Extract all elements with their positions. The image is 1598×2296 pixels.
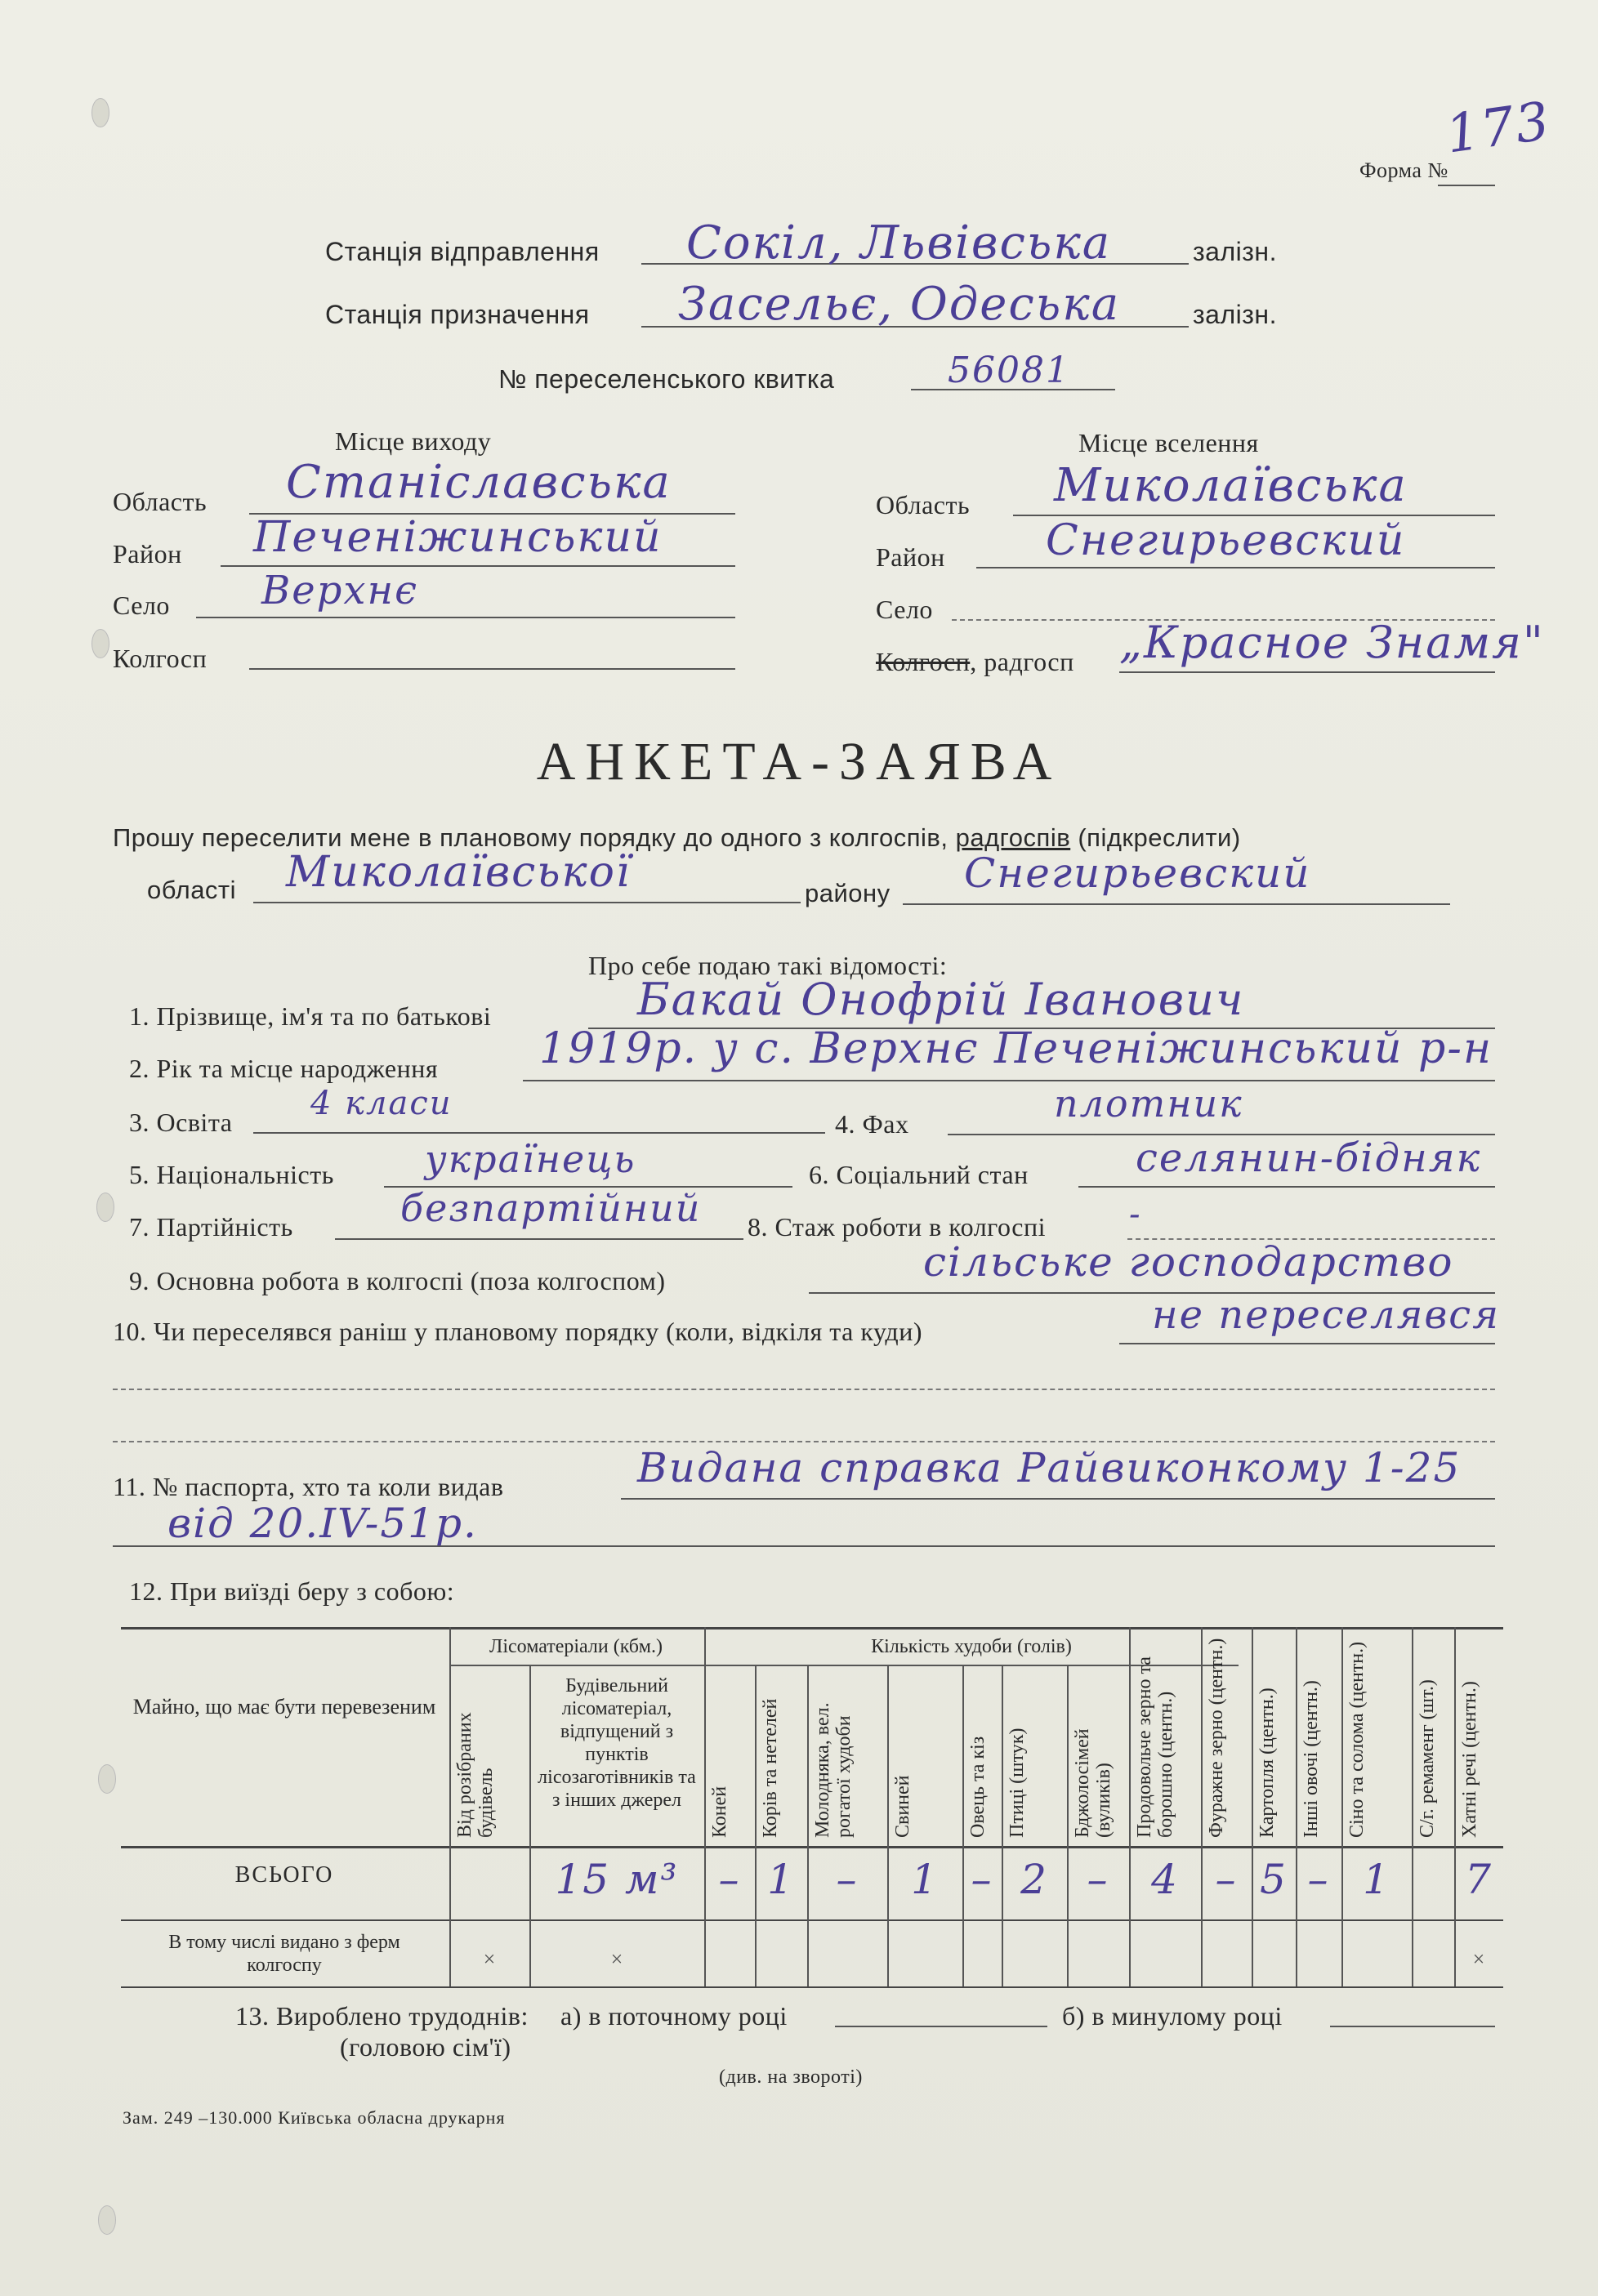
info-heading: Про себе подаю такі відомості: — [588, 951, 948, 980]
q8-label: 8. Стаж роботи в колгоспі — [748, 1212, 1046, 1242]
see-reverse-note: (див. на звороті) — [719, 2066, 863, 2088]
table-column-line — [1129, 1627, 1131, 1986]
table-column-line — [1341, 1627, 1343, 1986]
q11-value-line2[interactable]: від 20.IV-51р. — [167, 1500, 478, 1547]
q9-value[interactable]: сільське господарство — [923, 1238, 1454, 1286]
table-column-line — [1067, 1665, 1069, 1986]
settlement-raion-label: Район — [876, 542, 945, 572]
settlement-kolhosp-label — [876, 647, 1074, 677]
settlement-kolhosp-rest: , радгосп — [970, 647, 1074, 676]
settlement-raion-value[interactable]: Снегирьевский — [1046, 516, 1406, 565]
q10-value[interactable]: не переселявся — [1152, 1292, 1500, 1338]
binding-hole — [92, 629, 109, 658]
ticket-value[interactable]: 56081 — [948, 350, 1070, 391]
settlement-oblast-value[interactable]: Миколаївська — [1054, 459, 1408, 512]
q7-line — [335, 1238, 743, 1240]
column-header: Інші овочі (центн.) — [1301, 1680, 1322, 1838]
ticket-label: № переселенського квитка — [498, 364, 835, 394]
column-header: Бджолосімей (вуликів) — [1072, 1728, 1114, 1838]
workdays-current-label: а) в поточному році — [560, 2001, 788, 2031]
q11-value-line1[interactable]: Видана справка Райвиконкому 1-25 — [637, 1444, 1462, 1491]
settlement-kolhosp-struck: Колгосп — [876, 647, 971, 676]
table-column-line — [1252, 1627, 1253, 1986]
origin-raion-label: Район — [113, 539, 182, 568]
workdays-previous-label: б) в минулому році — [1062, 2001, 1283, 2031]
total-cell[interactable]: 2 — [1020, 1856, 1048, 1903]
departure-station-label: Станція відправлення — [325, 237, 600, 266]
table-bottom-border — [121, 1986, 1503, 1988]
form-number-underline — [1438, 185, 1495, 186]
farm-cell[interactable]: × — [610, 1947, 623, 1971]
request-oblast-line — [253, 902, 801, 903]
origin-raion-line — [221, 565, 735, 567]
settlement-selo-label: Село — [876, 595, 933, 624]
origin-selo-label: Село — [113, 591, 170, 620]
belongings-table — [121, 1627, 1503, 1986]
origin-selo-line — [196, 617, 735, 618]
origin-oblast-value[interactable]: Станіславська — [286, 456, 672, 509]
q9-label: 9. Основна робота в колгоспі (поза колгоспом) — [129, 1266, 666, 1295]
binding-hole — [92, 98, 109, 127]
request-oblast-label: області — [147, 876, 237, 904]
q12-label: 12. При виїзді беру з собою: — [129, 1576, 455, 1606]
q11-line — [621, 1498, 1495, 1500]
livestock-group-header: Кількість худоби (голів) — [871, 1636, 1072, 1657]
q1-value[interactable]: Бакай Онофрій Іванович — [637, 974, 1245, 1025]
table-column-line — [1454, 1627, 1456, 1986]
timber-group-header: Лісоматеріали (кбм.) — [489, 1636, 663, 1657]
q3-line — [253, 1132, 825, 1134]
farm-cell[interactable]: × — [1472, 1947, 1485, 1971]
binding-hole — [98, 2205, 116, 2235]
row-total-label: ВСЬОГО — [234, 1862, 334, 1888]
column-header: Сіно та солома (центн.) — [1346, 1641, 1368, 1838]
table-column-line — [755, 1665, 757, 1986]
rail-suffix-2: залізн. — [1193, 300, 1277, 329]
workdays-current-line — [835, 2026, 1047, 2027]
form-number-value: 173 — [1442, 91, 1555, 166]
origin-selo-value[interactable]: Верхнє — [261, 568, 418, 613]
column-header: Птиці (штук) — [1007, 1728, 1028, 1838]
q6-label: 6. Соціальний стан — [809, 1160, 1029, 1189]
table-column-line — [449, 1627, 451, 1986]
total-cell[interactable]: – — [718, 1856, 741, 1903]
settlement-heading: Місце вселення — [1078, 428, 1259, 457]
q6-value[interactable]: селянин-бідняк — [1136, 1135, 1482, 1181]
form-number-label: Форма № — [1359, 158, 1448, 182]
column-header: Продовольче зерно та борошно (центн.) — [1134, 1656, 1176, 1838]
origin-kolhosp-label: Колгосп — [113, 644, 208, 673]
total-cell[interactable]: 15 м³ — [555, 1856, 679, 1903]
printer-imprint: Зам. 249 –130.000 Київська обласна друкарня — [123, 2107, 506, 2128]
request-underlined-word: радгоспів — [955, 823, 1071, 852]
binding-hole — [98, 1764, 116, 1794]
q5-label: 5. Національність — [129, 1160, 334, 1189]
q10-extra-line-2 — [113, 1441, 1495, 1442]
q7-label: 7. Партійність — [129, 1212, 293, 1242]
table-column-line — [1201, 1627, 1203, 1986]
settlement-kolhosp-value[interactable]: „Красное Знамя" — [1119, 617, 1545, 668]
table-group-underline — [449, 1665, 1239, 1666]
table-column-line — [1002, 1665, 1003, 1986]
farm-cell[interactable]: × — [483, 1947, 496, 1971]
column-header: Свиней — [892, 1775, 913, 1838]
q11-label: 11. № паспорта, хто та коли видав — [113, 1472, 504, 1501]
request-text-part2: (підкреслити) — [1078, 823, 1241, 852]
q4-value[interactable]: плотник — [1054, 1081, 1243, 1126]
rail-suffix-1: залізн. — [1193, 237, 1277, 266]
column-header: Від розібраних будівель — [454, 1712, 497, 1838]
request-raion-line — [903, 903, 1450, 905]
column-header: Будівельний лісоматеріал, відпущений з пунктів лісозаготівників та з інших джерел — [538, 1675, 696, 1811]
q10-extra-line-1 — [113, 1389, 1495, 1390]
origin-raion-value[interactable]: Печеніжинський — [253, 513, 663, 562]
table-column-line — [529, 1665, 531, 1986]
settlement-kolhosp-line — [1119, 671, 1495, 673]
column-header: Картопля (центн.) — [1257, 1687, 1278, 1838]
destination-station-label: Станція призначення — [325, 300, 590, 329]
total-cell[interactable]: – — [971, 1856, 993, 1903]
q1-label: 1. Прізвище, ім'я та по батькові — [129, 1001, 492, 1031]
binding-hole — [96, 1193, 114, 1222]
q10-line — [1119, 1343, 1495, 1344]
column-header: Хатні речі (центн.) — [1459, 1681, 1480, 1838]
workdays-previous-line — [1330, 2026, 1495, 2027]
total-cell[interactable]: – — [1087, 1856, 1109, 1903]
form-title: АНКЕТА-ЗАЯВА — [536, 732, 1062, 791]
q7-value[interactable]: безпартійний — [400, 1186, 702, 1230]
column-header: Коней — [709, 1786, 730, 1838]
column-header: Фуражне зерно (центн.) — [1206, 1638, 1227, 1838]
total-cell[interactable]: 4 — [1151, 1856, 1179, 1903]
table-column-line — [704, 1627, 706, 1986]
workdays-sublabel: (головою сім'ї) — [340, 2032, 511, 2062]
q2-value[interactable]: 1919р. у с. Верхнє Печеніжинський р-н — [539, 1024, 1493, 1073]
col-property-header: Майно, що має бути перевезеним — [132, 1695, 436, 1719]
table-column-line — [807, 1665, 809, 1986]
q2-line — [523, 1080, 1495, 1081]
column-header: С/г. ремаменг (шт.) — [1417, 1679, 1438, 1838]
column-header: Молодняка, вел. рогатої худоби — [812, 1702, 855, 1838]
origin-heading: Місце виходу — [335, 426, 492, 456]
settlement-oblast-label: Область — [876, 490, 971, 519]
request-oblast-value[interactable]: Миколаївської — [286, 848, 632, 897]
q10-label: 10. Чи переселявся раніш у плановому порядку (коли, відкіля та куди) — [113, 1317, 922, 1346]
q2-label: 2. Рік та місце народження — [129, 1054, 439, 1083]
total-cell[interactable]: 5 — [1260, 1856, 1288, 1903]
settlement-raion-line — [976, 567, 1495, 568]
origin-oblast-label: Область — [113, 487, 208, 516]
departure-station-value[interactable]: Сокіл, Львівська — [686, 216, 1112, 270]
destination-station-value[interactable]: Засельє, Одеська — [678, 278, 1121, 331]
q4-label: 4. Фах — [835, 1109, 909, 1139]
request-raion-value[interactable]: Снегирьевский — [964, 849, 1311, 897]
total-cell[interactable]: – — [1215, 1856, 1238, 1903]
request-text-part1: Прошу переселити мене в плановому порядку до одного з колгоспів, — [113, 823, 949, 852]
total-cell[interactable]: – — [836, 1856, 859, 1903]
q3-value[interactable]: 4 класи — [310, 1085, 453, 1122]
table-column-line — [1296, 1627, 1297, 1986]
request-raion-label: району — [805, 879, 891, 907]
q6-line — [1078, 1186, 1495, 1188]
workdays-label: 13. Вироблено трудоднів: — [235, 2001, 529, 2031]
table-column-line — [962, 1665, 964, 1986]
origin-kolhosp-line — [249, 668, 735, 670]
column-header: Корів та нетелей — [760, 1698, 781, 1838]
row-farm-label: В тому числі видано з ферм колгоспу — [168, 1932, 400, 1976]
request-text — [113, 823, 1241, 853]
table-column-line — [1412, 1627, 1413, 1986]
table-column-line — [887, 1665, 889, 1986]
total-cell[interactable]: 1 — [1363, 1856, 1390, 1903]
q5-value[interactable]: українець — [425, 1137, 636, 1181]
total-cell[interactable]: 1 — [911, 1856, 939, 1903]
total-cell[interactable]: – — [1307, 1856, 1330, 1903]
total-cell[interactable]: 1 — [767, 1856, 795, 1903]
q8-value[interactable]: - — [1129, 1196, 1142, 1233]
q3-label: 3. Освіта — [129, 1108, 233, 1137]
column-header: Овець та кіз — [967, 1736, 989, 1838]
total-cell[interactable]: 7 — [1465, 1856, 1493, 1903]
